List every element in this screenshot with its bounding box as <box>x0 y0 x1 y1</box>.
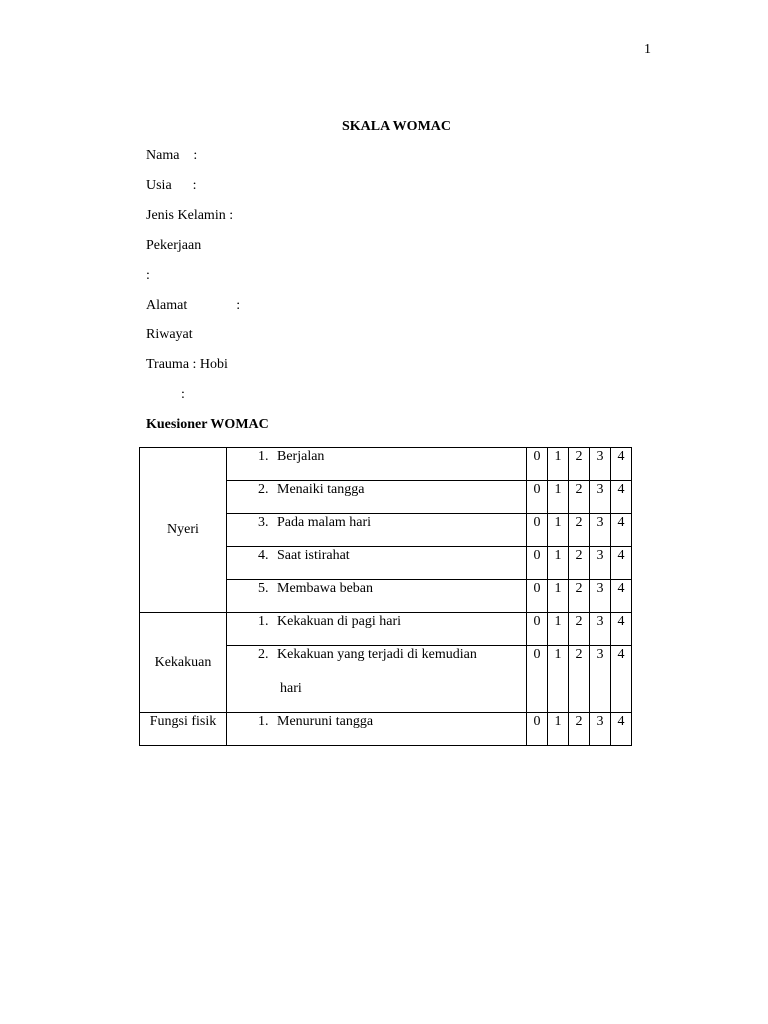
score-2: 2 <box>569 646 590 713</box>
score-4: 4 <box>611 514 632 547</box>
form-line-hobi-colon: : <box>146 387 185 402</box>
section-title: Kuesioner WOMAC <box>146 417 269 432</box>
form-line-alamat: Alamat : <box>146 298 241 313</box>
document-title: SKALA WOMAC <box>341 119 452 134</box>
form-line-nama: Nama : <box>146 148 198 163</box>
category-fungsi-fisik: Fungsi fisik <box>140 713 227 746</box>
form-line-colon: : <box>146 268 150 283</box>
item-cell <box>227 514 527 547</box>
score-4: 4 <box>611 547 632 580</box>
score-3: 3 <box>590 514 611 547</box>
item-cell <box>227 580 527 613</box>
score-1: 1 <box>548 613 569 646</box>
form-line-trauma-hobi: Trauma : Hobi <box>146 357 228 372</box>
table-row <box>140 613 632 646</box>
item-cell <box>227 613 527 646</box>
score-1: 1 <box>548 481 569 514</box>
item-cell <box>227 646 527 713</box>
item-text: Berjalan <box>277 449 325 464</box>
item-cell <box>227 713 527 746</box>
score-2: 2 <box>569 514 590 547</box>
score-2: 2 <box>569 547 590 580</box>
score-3: 3 <box>590 547 611 580</box>
score-1: 1 <box>548 713 569 746</box>
item-number: 3. <box>258 515 269 530</box>
item-text: Kekakuan di pagi hari <box>277 614 402 629</box>
score-3: 3 <box>590 481 611 514</box>
score-0: 0 <box>527 547 548 580</box>
score-0: 0 <box>527 613 548 646</box>
form-line-riwayat: Riwayat <box>146 327 193 342</box>
score-0: 0 <box>527 448 548 481</box>
item-text: Membawa beban <box>277 581 374 596</box>
category-nyeri: Nyeri <box>140 448 227 613</box>
item-text: Pada malam hari <box>277 515 372 530</box>
score-1: 1 <box>548 514 569 547</box>
item-text-continuation: hari <box>280 681 302 696</box>
score-3: 3 <box>590 448 611 481</box>
score-4: 4 <box>611 613 632 646</box>
score-2: 2 <box>569 613 590 646</box>
item-text: Menaiki tangga <box>277 482 365 497</box>
score-4: 4 <box>611 448 632 481</box>
score-4: 4 <box>611 646 632 713</box>
womac-table <box>139 447 632 746</box>
item-number: 4. <box>258 548 269 563</box>
score-0: 0 <box>527 514 548 547</box>
score-4: 4 <box>611 580 632 613</box>
score-3: 3 <box>590 713 611 746</box>
item-number: 2. <box>258 647 269 662</box>
score-1: 1 <box>548 448 569 481</box>
score-3: 3 <box>590 646 611 713</box>
item-number: 2. <box>258 482 269 497</box>
score-3: 3 <box>590 613 611 646</box>
item-number: 1. <box>258 449 269 464</box>
item-cell <box>227 448 527 481</box>
form-line-pekerjaan: Pekerjaan <box>146 238 202 253</box>
score-0: 0 <box>527 646 548 713</box>
score-1: 1 <box>548 547 569 580</box>
score-1: 1 <box>548 646 569 713</box>
score-3: 3 <box>590 580 611 613</box>
item-cell <box>227 547 527 580</box>
table-row <box>140 713 632 746</box>
score-2: 2 <box>569 713 590 746</box>
item-number: 5. <box>258 581 269 596</box>
score-1: 1 <box>548 580 569 613</box>
form-line-jenis-kelamin: Jenis Kelamin : <box>146 208 234 223</box>
item-text: Menuruni tangga <box>277 714 374 729</box>
category-kekakuan: Kekakuan <box>140 613 227 713</box>
score-0: 0 <box>527 481 548 514</box>
page-number: 1 <box>644 42 651 57</box>
score-2: 2 <box>569 448 590 481</box>
item-number: 1. <box>258 714 269 729</box>
score-2: 2 <box>569 580 590 613</box>
item-number: 1. <box>258 614 269 629</box>
item-text: Kekakuan yang terjadi di kemudian <box>277 647 477 662</box>
table-row <box>140 448 632 481</box>
item-text: Saat istirahat <box>277 548 350 563</box>
score-0: 0 <box>527 713 548 746</box>
item-cell <box>227 481 527 514</box>
score-0: 0 <box>527 580 548 613</box>
score-2: 2 <box>569 481 590 514</box>
score-4: 4 <box>611 481 632 514</box>
form-line-usia: Usia : <box>146 178 197 193</box>
score-4: 4 <box>611 713 632 746</box>
